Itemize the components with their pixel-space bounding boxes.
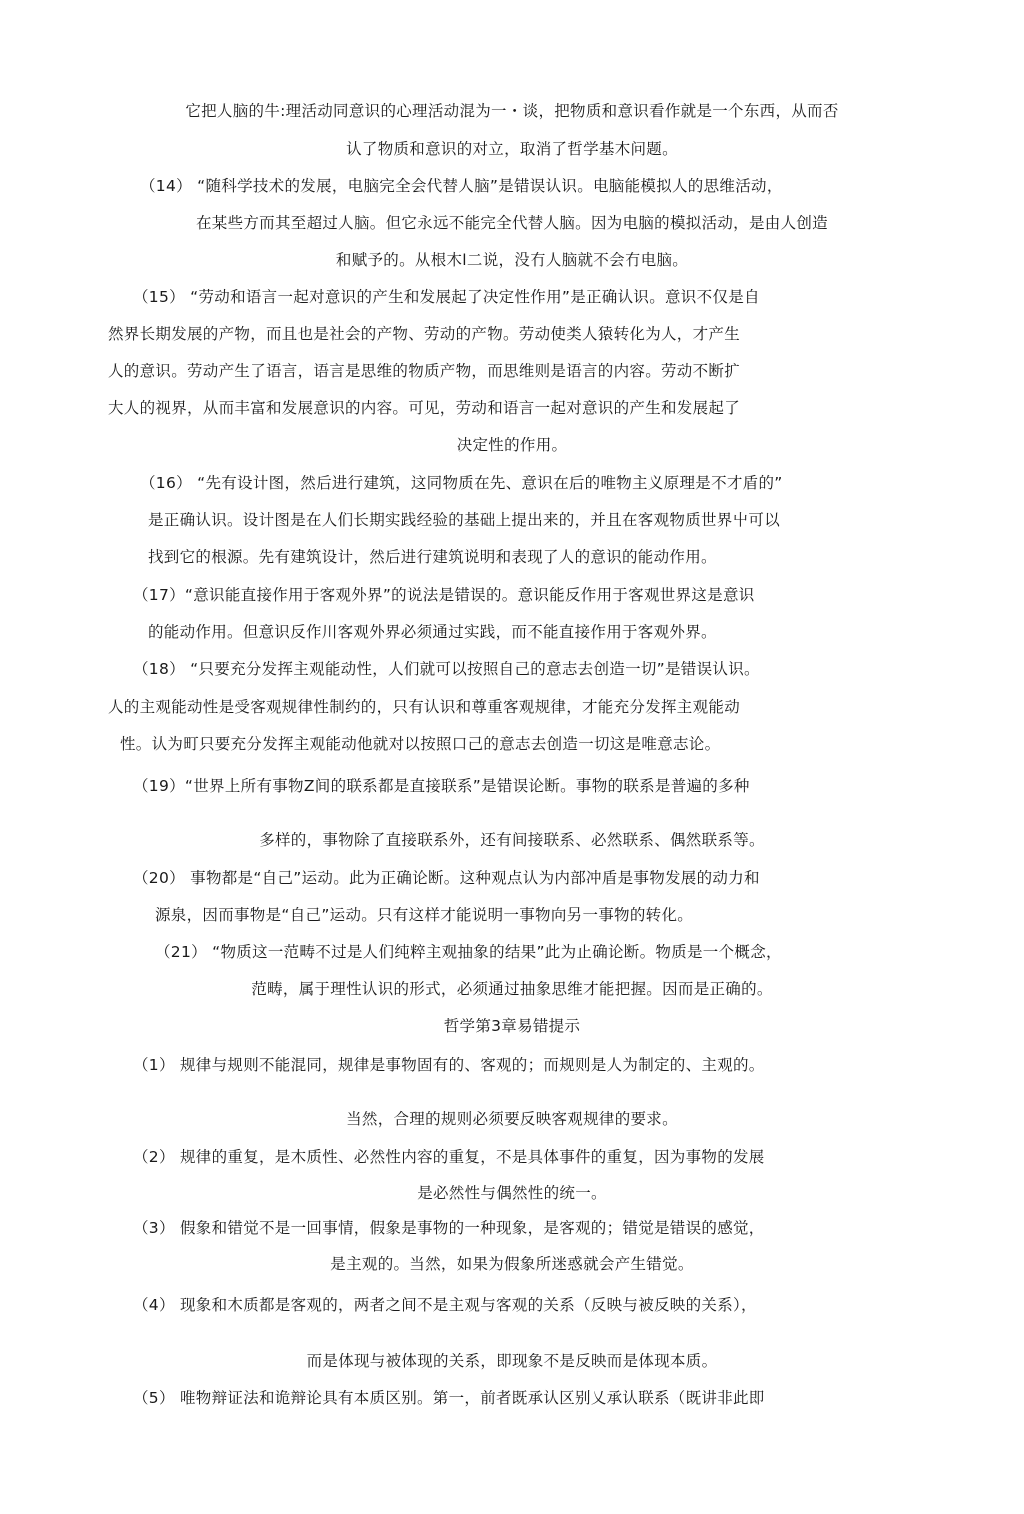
text-line: 然界长期发展的产物，而且也是社会的产物、劳动的产物。劳动使类人猿转化为人，才产生 bbox=[108, 325, 741, 343]
text-line: 当然，合理的规则必须要反映客观规律的要求。 bbox=[346, 1110, 678, 1128]
text-line: 大人的视界，从而丰富和发展意识的内容。可见，劳动和语言一起对意识的产生和发展起了 bbox=[108, 399, 741, 417]
text-line: （14） “随科学技术的发展，电脑完全会代替人脑”是错误认识。电脑能模拟人的思维活动， bbox=[140, 177, 783, 195]
text-line: 人的主观能动性是受客观规律性制约的，只有认识和尊重客观规律，才能充分发挥主观能动 bbox=[108, 698, 741, 716]
text-line: 是正确认识。设计图是在人们长期实践经验的基础上提出来的，并且在客观物质世界屮可以 bbox=[148, 511, 781, 529]
text-line: （19）“世界上所有事物Z间的联系都是直接联系”是错误论断。事物的联系是普遍的多种 bbox=[133, 777, 750, 795]
text-line: 在某些方而其至超过人脑。但它永远不能完全代替人脑。因为电脑的模拟活动，是由人创造 bbox=[195, 214, 828, 232]
text-line: （4） 现象和木质都是客观的，两者之间不是主观与客观的关系（反映与被反映的关系）， bbox=[133, 1296, 757, 1314]
text-line: 和赋予的。从根木l二说，没冇人脑就不会冇电脑。 bbox=[335, 251, 689, 269]
text-line: （18） “只要充分发挥主观能动性，人们就可以按照自己的意志去创造一切”是错误认识。 bbox=[133, 660, 760, 678]
text-line: （15） “劳动和语言一起对意识的产生和发展起了决定性作用”是正确认识。意识不仅是自 bbox=[133, 288, 760, 306]
section-heading: 哲学第3章易错提示 bbox=[443, 1017, 581, 1035]
text-line: 找到它的根源。先有建筑设计，然后进行建筑说明和表现了人的意识的能动作用。 bbox=[148, 548, 717, 566]
text-line: 是主观的。当然，如果为假象所迷惑就会产生错觉。 bbox=[330, 1255, 694, 1273]
text-line: （1） 规律与规则不能混同，规律是事物固有的、客观的；而规则是人为制定的、主观的。 bbox=[133, 1056, 765, 1074]
text-line: （17）“意识能直接作用于客观外界”的说法是错误的。意识能反作用于客观世界这是意识 bbox=[133, 586, 755, 604]
text-line: 而是体现与被体现的关系，即现象不是反映而是体现本质。 bbox=[306, 1352, 718, 1370]
text-line: 决定性的作用。 bbox=[456, 436, 568, 454]
text-line: （20） 事物都是“自己”运动。此为正确论断。这种观点认为内部冲盾是事物发展的动力和 bbox=[133, 869, 760, 887]
text-line: 范畴，属于理性认识的形式，必须通过抽象思维才能把握。因而是正确的。 bbox=[251, 980, 773, 998]
text-line: （16） “先有设计图，然后进行建筑，这同物质在先、意识在后的唯物主义原理是不才盾的” bbox=[140, 474, 783, 492]
text-line: （21） “物质这一范畴不过是人们纯粹主观抽象的结果”此为止确论断。物质是一个概念， bbox=[155, 943, 782, 961]
text-line: 多样的，事物除了直接联系外，还有间接联系、必然联系、偶然联系等。 bbox=[259, 831, 765, 849]
text-line: （2） 规律的重复，是木质性、必然性内容的重复，不是具体事件的重复，因为事物的发展 bbox=[133, 1148, 765, 1166]
text-line: （3） 假象和错觉不是一回事情，假象是事物的一种现象，是客观的；错觉是错误的感觉， bbox=[133, 1219, 765, 1237]
text-line: 它把人脑的牛:理活动同意识的心理活动混为一・谈，把物质和意识看作就是一个东西，从而否 bbox=[185, 102, 839, 120]
text-line: 的能动作用。但意识反作川客观外界必须通过实践，而不能直接作用于客观外界。 bbox=[148, 623, 717, 641]
text-line: 人的意识。劳动产生了语言，语言是思维的物质产物，而思维则是语言的内容。劳动不断扩 bbox=[108, 362, 741, 380]
text-line: 是必然性与偶然性的统一。 bbox=[417, 1184, 607, 1202]
text-line: （5） 唯物辩证法和诡辩论具有本质区别。第一，前者既承认区别乂承认联系（既讲非此即 bbox=[133, 1389, 765, 1407]
text-line: 性。认为町只要充分发挥主观能动他就对以按照口己的意志去创造一切这是唯意志论。 bbox=[120, 735, 721, 753]
text-line: 源泉，因而事物是“自己”运动。只有这样才能说明一事物向另一事物的转化。 bbox=[155, 906, 694, 924]
text-line: 认了物质和意识的对立，取消了哲学基木问题。 bbox=[346, 140, 678, 158]
